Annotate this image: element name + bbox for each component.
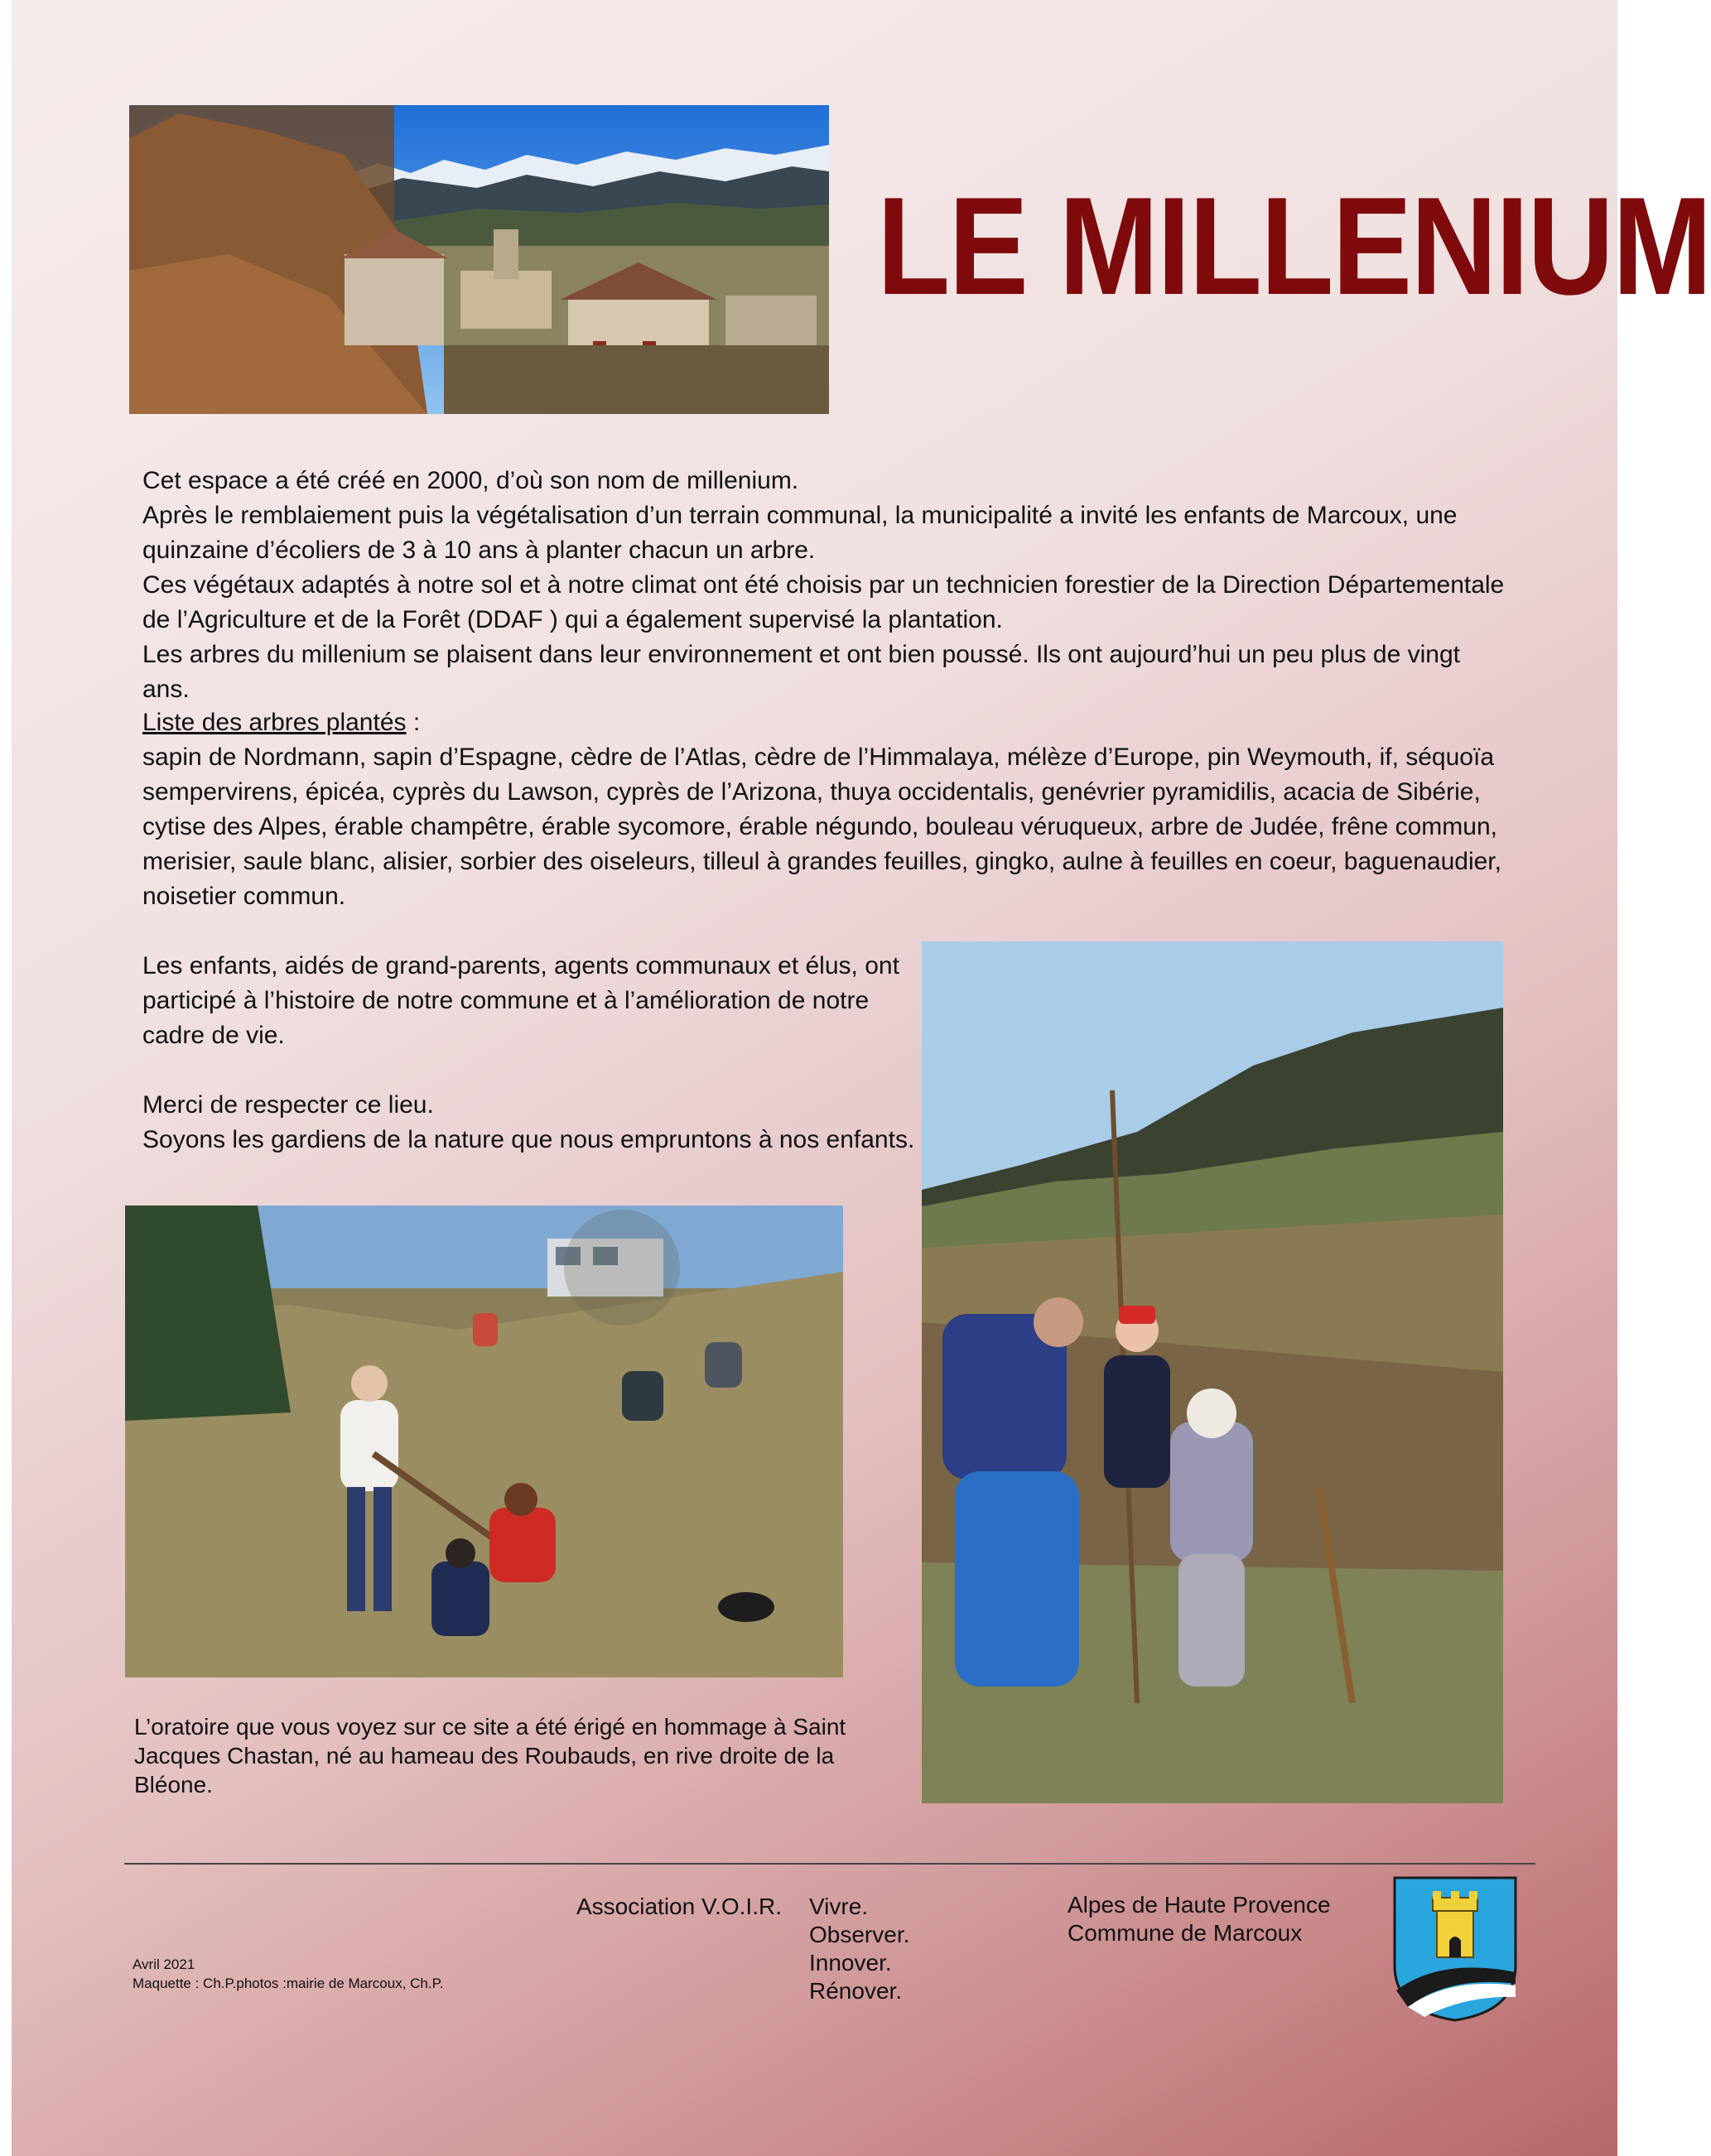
planting-photo-tree	[922, 941, 1503, 1803]
footer-divider	[124, 1863, 1535, 1865]
association-name: Association V.O.I.R.	[576, 1894, 782, 1919]
voir-word: Vivre.	[809, 1894, 869, 1919]
village-photo	[129, 105, 829, 414]
tree-list-section	[142, 705, 1509, 914]
date-label: Avril 2021	[133, 1956, 195, 1972]
poster	[12, 0, 1711, 2156]
voir-word: Rénover.	[809, 1978, 903, 2004]
respect-text: Merci de respecter ce lieu.	[142, 1091, 434, 1119]
commune-crest-icon	[1391, 1874, 1519, 2024]
planting-photo-group	[125, 1206, 843, 1677]
tree-list-colon: :	[406, 709, 421, 736]
children-paragraph: Les enfants, aidés de grand-parents, agents communaux et élus, ont participé à l’histoire de notre commune et à l’amélioration de notre cadre de vie.	[142, 952, 899, 1049]
intro-paragraph: Les arbres du millenium se plaisent dans leur environnement et ont bien poussé. Ils ont aujourd’hui un peu plus de vingt ans.	[142, 641, 1460, 703]
intro-paragraph: Cet espace a été créé en 2000, d’où son nom de millenium.	[142, 467, 799, 494]
page-title: LE MILLENIUM	[877, 168, 1711, 324]
oratory-caption: L’oratoire que vous voyez sur ce site a été érigé en hommage à Saint Jacques Chastan, né au hameau des Roubauds, en rive droite de la Bléone.	[134, 1714, 846, 1797]
intro-paragraph: Ces végétaux adaptés à notre sol et à notre climat ont été choisis par un technicien forestier de la Direction Départementale de l’Agriculture et de la Forêt (DDAF ) qui a également supervisé la plantation.	[142, 571, 1505, 633]
guardians-text: Soyons les gardiens de la nature que nous empruntons à nos enfants.	[142, 1126, 915, 1153]
voir-meaning	[809, 1893, 909, 2005]
intro-text	[142, 464, 1509, 707]
tree-list-heading: Liste des arbres plantés	[142, 709, 407, 736]
voir-word: Observer.	[809, 1922, 910, 1947]
intro-paragraph: Après le remblaiement puis la végétalisation d’un terrain communal, la municipalité a invité les enfants de Marcoux, une quinzaine d’écoliers de 3 à 10 ans à planter chacun un arbre.	[142, 502, 1458, 564]
tree-list: sapin de Nordmann, sapin d’Espagne, cèdre de l’Atlas, cèdre de l’Himmalaya, mélèze d’Europe, pin Weymouth, if, séquoïa sempervirens, épicéa, cyprès du Lawson, cyprès de l’Arizona, thuya occidentalis, genévrier pyramidilis, acacia de Sibérie, cytise des Alpes, érable champêtre, érable sycomore, érable négundo, bouleau véruqueux, arbre de Judée, frêne commun, merisier, saule blanc, alisier, sorbier des oiseleurs, tilleul à grandes feuilles, gingko, aulne à feuilles en coeur, baguenaudier, noisetier commun.	[142, 744, 1501, 910]
voir-word: Innover.	[809, 1950, 892, 1976]
commune-label: Commune de Marcoux	[1068, 1920, 1303, 1946]
children-text	[142, 949, 921, 1157]
region-label: Alpes de Haute Provence	[1068, 1892, 1331, 1918]
credits-label: Maquette : Ch.P.photos :mairie de Marcoux, Ch.P.	[133, 1976, 444, 1991]
